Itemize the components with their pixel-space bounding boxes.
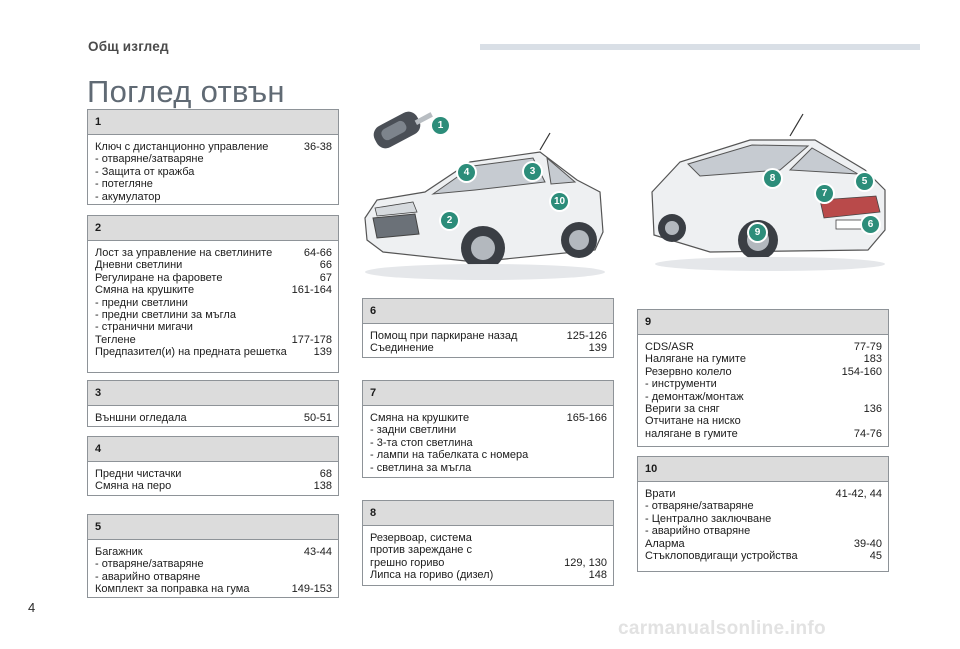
list-item: - потегляне xyxy=(95,178,153,191)
box-number: 10 xyxy=(638,457,888,482)
box-number: 2 xyxy=(88,216,338,241)
list-item: - аварийно отваряне xyxy=(645,525,751,538)
box-number: 1 xyxy=(88,110,338,135)
callout-badge-6: 6 xyxy=(862,216,879,233)
callout-badge-3: 3 xyxy=(524,163,541,180)
list-item: Комплект за поправка на гума 149-153 xyxy=(95,583,332,596)
page-title: Поглед отвън xyxy=(87,74,285,109)
rear-car-illustration xyxy=(640,100,895,280)
list-item: - инструменти xyxy=(645,378,717,391)
list-item: Резервно колело 154-160 xyxy=(645,365,882,378)
key-fob-icon xyxy=(370,108,433,152)
list-item: Теглене 177-178 xyxy=(95,333,332,346)
list-item: Смяна на крушките 161-164 xyxy=(95,284,332,297)
list-item: Смяна на перо 138 xyxy=(95,480,332,493)
callout-badge-4: 4 xyxy=(458,164,475,181)
list-item: Аларма 39-40 xyxy=(645,537,882,550)
header-bar xyxy=(480,44,920,50)
info-box-9 xyxy=(637,309,889,447)
callout-badge-1: 1 xyxy=(432,117,449,134)
list-item: - лампи на табелката с номера xyxy=(370,449,529,462)
list-item: - Защита от кражба xyxy=(95,165,195,178)
box-number: 8 xyxy=(363,501,613,526)
list-item: Врати 41-42, 44 xyxy=(645,488,882,500)
callout-badge-9: 9 xyxy=(749,224,766,241)
list-item: - демонтаж/монтаж xyxy=(645,390,744,403)
list-item: Предпазител(и) на предната решетка 139 xyxy=(95,346,332,359)
info-box-6 xyxy=(362,298,614,358)
page-number: 4 xyxy=(28,600,36,615)
list-item: - светлина за мъгла xyxy=(370,461,472,474)
info-box-8 xyxy=(362,500,614,586)
callout-badge-8: 8 xyxy=(764,170,781,187)
info-box-3 xyxy=(87,380,339,427)
info-box-10 xyxy=(637,456,889,572)
callout-badge-2: 2 xyxy=(441,212,458,229)
callout-badge-5: 5 xyxy=(856,173,873,190)
box-number: 7 xyxy=(363,381,613,406)
list-item: Резервоар, система xyxy=(370,532,472,544)
box-number: 3 xyxy=(88,381,338,406)
list-item: - аварийно отваряне xyxy=(95,570,201,583)
info-box-2 xyxy=(87,215,339,373)
box-number: 5 xyxy=(88,515,338,540)
list-item: Лост за управление на светлините 64-66 xyxy=(95,247,332,259)
list-item: Предни чистачки 68 xyxy=(95,468,332,480)
list-item: Външни огледала 50-51 xyxy=(95,412,332,424)
list-item: налягане в гумите 74-76 xyxy=(645,427,882,440)
box-number: 9 xyxy=(638,310,888,335)
list-item: против зареждане с xyxy=(370,544,472,557)
callout-badge-7: 7 xyxy=(816,185,833,202)
list-item: - странични мигачи xyxy=(95,321,193,334)
info-box-5 xyxy=(87,514,339,598)
info-box-7 xyxy=(362,380,614,478)
callout-badge-10: 10 xyxy=(551,193,568,210)
list-item: - предни светлини за мъгла xyxy=(95,309,236,322)
list-item: - 3-та стоп светлина xyxy=(370,436,473,449)
list-item: Регулиране на фаровете 67 xyxy=(95,271,332,284)
list-item: Съединение 139 xyxy=(370,342,607,355)
list-item: Липса на гориво (дизел) 148 xyxy=(370,569,607,582)
list-item: Вериги за сняг 136 xyxy=(645,403,882,416)
list-item: грешно гориво 129, 130 xyxy=(370,556,607,569)
watermark: carmanualsonline.info xyxy=(618,618,826,639)
list-item: Отчитане на ниско xyxy=(645,415,741,428)
list-item: Стъклоповдигащи устройства 45 xyxy=(645,550,882,563)
list-item: - отваряне/затваряне xyxy=(95,153,204,166)
list-item: Дневни светлини 66 xyxy=(95,259,332,272)
list-item: Смяна на крушките 165-166 xyxy=(370,412,607,424)
list-item: - отваряне/затваряне xyxy=(95,558,204,571)
list-item: - предни светлини xyxy=(95,296,188,309)
list-item: Налягане на гумите 183 xyxy=(645,353,882,366)
list-item: Помощ при паркиране назад 125-126 xyxy=(370,330,607,342)
box-number: 6 xyxy=(363,299,613,324)
section-title: Общ изглед xyxy=(88,39,169,54)
list-item: - акумулатор xyxy=(95,190,161,203)
box-number: 4 xyxy=(88,437,338,462)
front-car-illustration xyxy=(355,100,610,300)
list-item: CDS/ASR 77-79 xyxy=(645,341,882,353)
info-box-4 xyxy=(87,436,339,496)
list-item: - Централно заключване xyxy=(645,512,772,525)
info-box-1 xyxy=(87,109,339,205)
list-item: Багажник 43-44 xyxy=(95,546,332,558)
list-item: Ключ с дистанционно управление 36-38 xyxy=(95,141,332,153)
list-item: - задни светлини xyxy=(370,424,457,437)
list-item: - отваряне/затваряне xyxy=(645,500,754,513)
